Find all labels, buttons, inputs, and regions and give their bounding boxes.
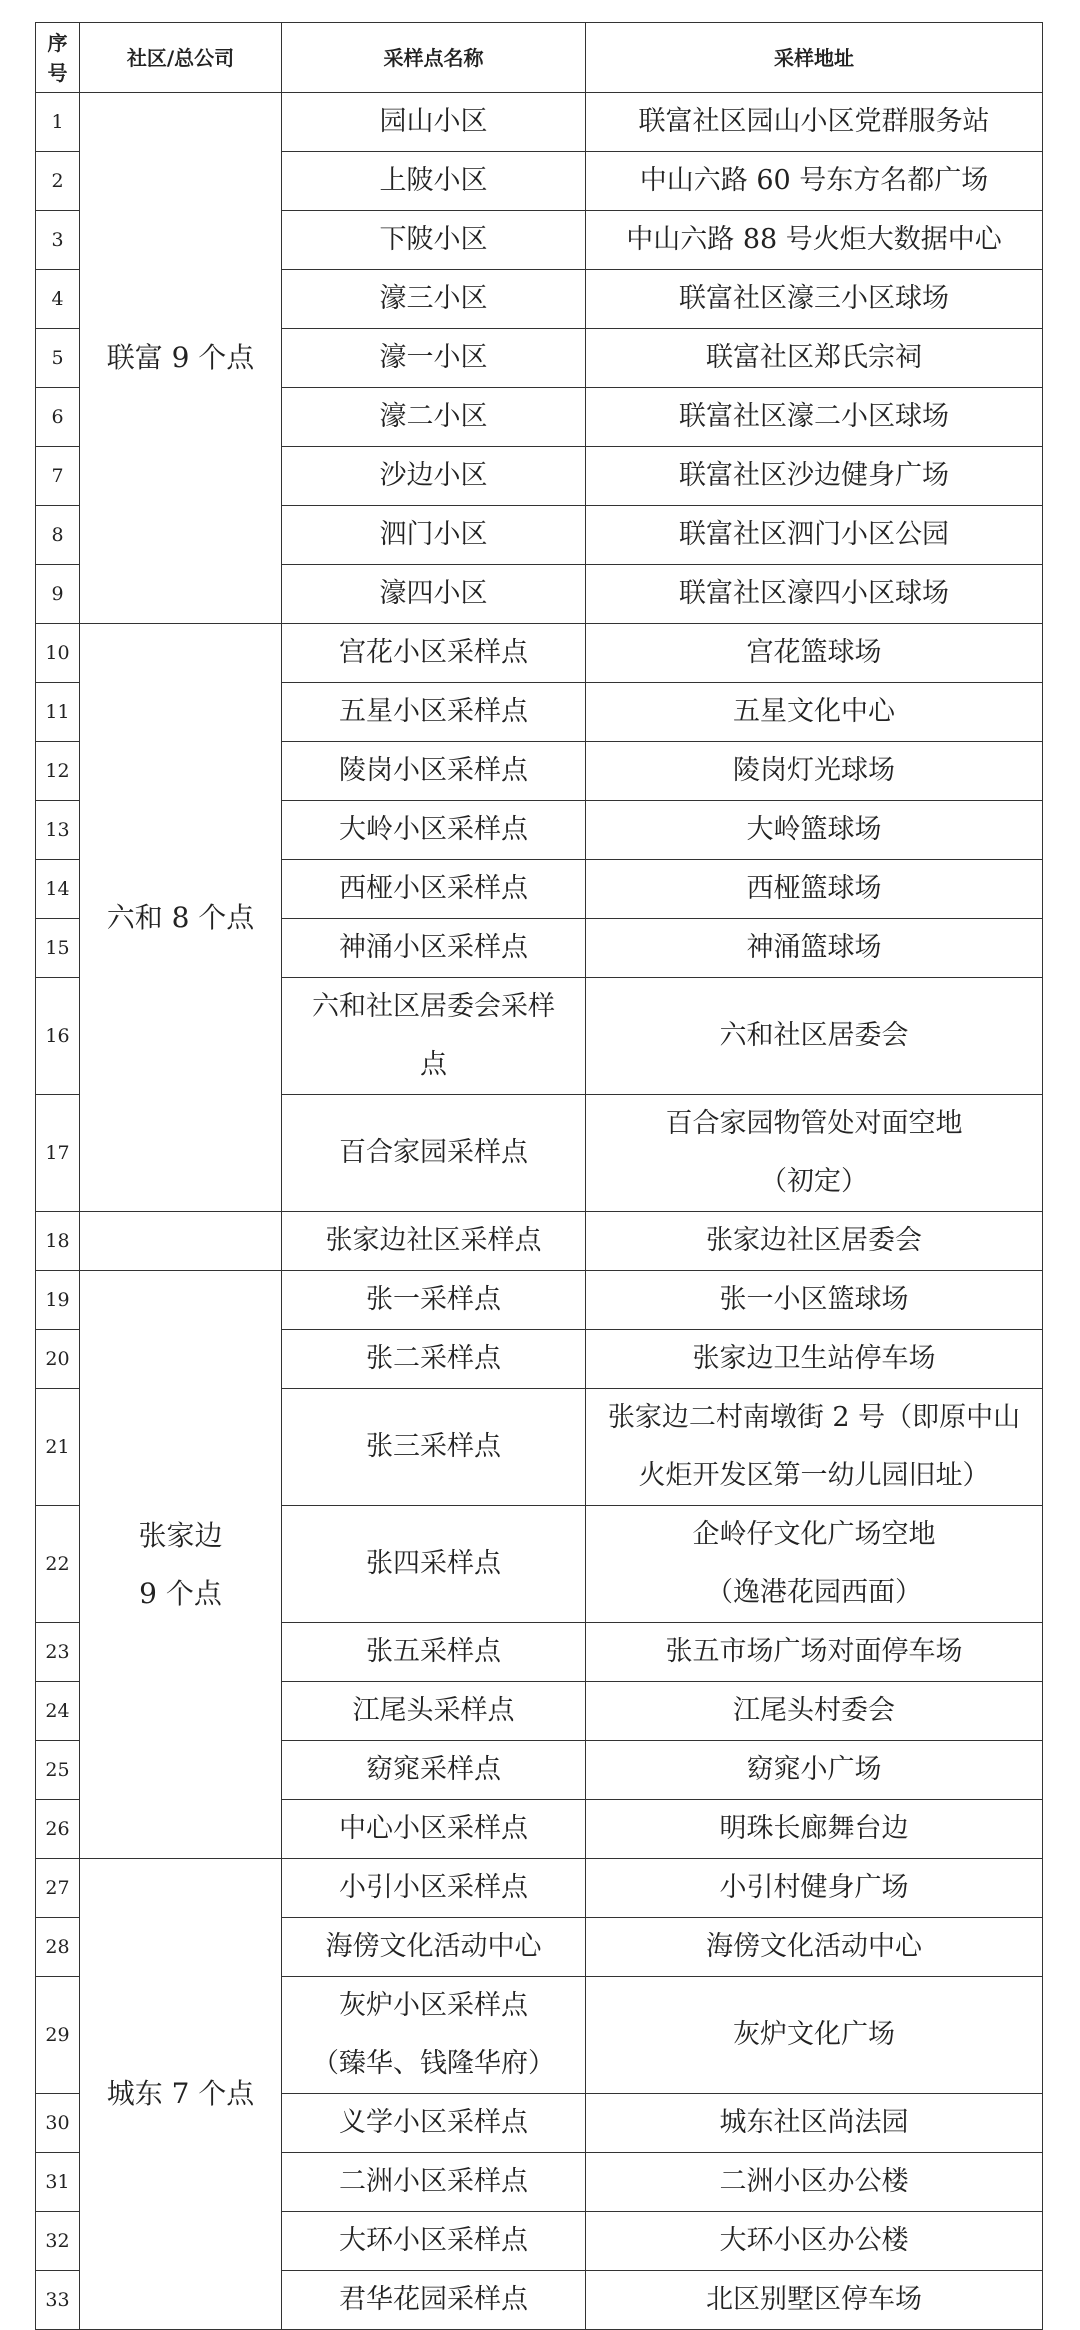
site-address-cell: 北区别墅区停车场	[586, 2271, 1043, 2330]
row-number: 22	[36, 1506, 80, 1623]
site-name-cell: 窈窕采样点	[282, 1741, 586, 1800]
site-name-cell: 小引小区采样点	[282, 1859, 586, 1918]
row-number: 30	[36, 2094, 80, 2153]
row-number: 5	[36, 329, 80, 388]
site-address-cell: 小引村健身广场	[586, 1859, 1043, 1918]
site-address-cell: 百合家园物管处对面空地 （初定）	[586, 1095, 1043, 1212]
row-number: 11	[36, 683, 80, 742]
header-site-name: 采样点名称	[282, 23, 586, 93]
site-address-cell: 窈窕小广场	[586, 1741, 1043, 1800]
row-number: 10	[36, 624, 80, 683]
site-name-cell: 濠一小区	[282, 329, 586, 388]
site-name-cell: 百合家园采样点	[282, 1095, 586, 1212]
site-address-cell: 中山六路 60 号东方名都广场	[586, 152, 1043, 211]
row-number: 20	[36, 1330, 80, 1389]
table-row	[36, 1271, 1043, 1330]
row-number: 2	[36, 152, 80, 211]
site-name-cell: 张五采样点	[282, 1623, 586, 1682]
site-address-cell: 联富社区园山小区党群服务站	[586, 93, 1043, 152]
site-name-cell: 中心小区采样点	[282, 1800, 586, 1859]
site-name-cell: 二洲小区采样点	[282, 2153, 586, 2212]
site-name-cell: 上陂小区	[282, 152, 586, 211]
table-row	[36, 93, 1043, 152]
row-number: 13	[36, 801, 80, 860]
site-address-cell: 张家边二村南墩街 2 号（即原中山 火炬开发区第一幼儿园旧址）	[586, 1389, 1043, 1506]
site-address-cell: 二洲小区办公楼	[586, 2153, 1043, 2212]
site-address-cell: 大岭篮球场	[586, 801, 1043, 860]
row-number: 24	[36, 1682, 80, 1741]
table-row	[36, 1859, 1043, 1918]
row-number: 12	[36, 742, 80, 801]
site-address-cell: 海傍文化活动中心	[586, 1918, 1043, 1977]
site-address-cell: 张五市场广场对面停车场	[586, 1623, 1043, 1682]
site-address-cell: 张家边卫生站停车场	[586, 1330, 1043, 1389]
site-address-cell: 江尾头村委会	[586, 1682, 1043, 1741]
site-address-cell: 中山六路 88 号火炬大数据中心	[586, 211, 1043, 270]
header-site-address: 采样地址	[586, 23, 1043, 93]
site-address-cell: 西桠篮球场	[586, 860, 1043, 919]
table-row	[36, 624, 1043, 683]
site-name-cell: 宫花小区采样点	[282, 624, 586, 683]
row-number: 9	[36, 565, 80, 624]
site-name-cell: 陵岗小区采样点	[282, 742, 586, 801]
site-name-cell: 大岭小区采样点	[282, 801, 586, 860]
site-address-cell: 联富社区泗门小区公园	[586, 506, 1043, 565]
row-number: 18	[36, 1212, 80, 1271]
site-address-cell: 联富社区濠二小区球场	[586, 388, 1043, 447]
site-name-cell: 大环小区采样点	[282, 2212, 586, 2271]
row-number: 8	[36, 506, 80, 565]
site-address-cell: 灰炉文化广场	[586, 1977, 1043, 2094]
row-number: 1	[36, 93, 80, 152]
row-number: 19	[36, 1271, 80, 1330]
site-address-cell: 城东社区尚法园	[586, 2094, 1043, 2153]
table-row	[36, 1212, 1043, 1271]
row-number: 23	[36, 1623, 80, 1682]
site-name-cell: 濠二小区	[282, 388, 586, 447]
table-header-row	[36, 23, 1043, 93]
header-community: 社区/总公司	[80, 23, 282, 93]
site-address-cell: 神涌篮球场	[586, 919, 1043, 978]
site-address-cell: 明珠长廊舞台边	[586, 1800, 1043, 1859]
community-cell: 联富 9 个点	[80, 93, 282, 624]
community-cell-empty	[80, 1212, 282, 1271]
row-number: 29	[36, 1977, 80, 2094]
site-address-cell: 宫花篮球场	[586, 624, 1043, 683]
site-name-cell: 义学小区采样点	[282, 2094, 586, 2153]
row-number: 16	[36, 978, 80, 1095]
row-number: 26	[36, 1800, 80, 1859]
site-name-cell: 泗门小区	[282, 506, 586, 565]
site-address-cell: 联富社区郑氏宗祠	[586, 329, 1043, 388]
site-name-cell: 江尾头采样点	[282, 1682, 586, 1741]
row-number: 6	[36, 388, 80, 447]
site-name-cell: 海傍文化活动中心	[282, 1918, 586, 1977]
site-name-cell: 六和社区居委会采样 点	[282, 978, 586, 1095]
row-number: 14	[36, 860, 80, 919]
row-number: 32	[36, 2212, 80, 2271]
site-address-cell: 企岭仔文化广场空地 （逸港花园西面）	[586, 1506, 1043, 1623]
community-cell: 六和 8 个点	[80, 624, 282, 1212]
row-number: 27	[36, 1859, 80, 1918]
site-name-cell: 张四采样点	[282, 1506, 586, 1623]
site-name-cell: 张家边社区采样点	[282, 1212, 586, 1271]
site-name-cell: 张一采样点	[282, 1271, 586, 1330]
site-address-cell: 大环小区办公楼	[586, 2212, 1043, 2271]
site-address-cell: 陵岗灯光球场	[586, 742, 1043, 801]
row-number: 28	[36, 1918, 80, 1977]
site-name-cell: 君华花园采样点	[282, 2271, 586, 2330]
row-number: 21	[36, 1389, 80, 1506]
row-number: 25	[36, 1741, 80, 1800]
header-seq: 序 号	[36, 23, 80, 93]
site-address-cell: 联富社区濠三小区球场	[586, 270, 1043, 329]
row-number: 33	[36, 2271, 80, 2330]
site-name-cell: 沙边小区	[282, 447, 586, 506]
site-address-cell: 张家边社区居委会	[586, 1212, 1043, 1271]
site-name-cell: 下陂小区	[282, 211, 586, 270]
site-name-cell: 濠四小区	[282, 565, 586, 624]
row-number: 15	[36, 919, 80, 978]
site-address-cell: 张一小区篮球场	[586, 1271, 1043, 1330]
row-number: 31	[36, 2153, 80, 2212]
site-name-cell: 五星小区采样点	[282, 683, 586, 742]
site-name-cell: 灰炉小区采样点 （臻华、钱隆华府）	[282, 1977, 586, 2094]
site-name-cell: 神涌小区采样点	[282, 919, 586, 978]
site-name-cell: 张三采样点	[282, 1389, 586, 1506]
site-name-cell: 濠三小区	[282, 270, 586, 329]
row-number: 17	[36, 1095, 80, 1212]
site-address-cell: 六和社区居委会	[586, 978, 1043, 1095]
community-cell: 城东 7 个点	[80, 1859, 282, 2330]
community-cell: 张家边 9 个点	[80, 1271, 282, 1859]
site-address-cell: 五星文化中心	[586, 683, 1043, 742]
site-name-cell: 园山小区	[282, 93, 586, 152]
sampling-sites-table	[35, 22, 1043, 2330]
row-number: 4	[36, 270, 80, 329]
site-name-cell: 张二采样点	[282, 1330, 586, 1389]
site-address-cell: 联富社区沙边健身广场	[586, 447, 1043, 506]
row-number: 7	[36, 447, 80, 506]
row-number: 3	[36, 211, 80, 270]
site-name-cell: 西桠小区采样点	[282, 860, 586, 919]
site-address-cell: 联富社区濠四小区球场	[586, 565, 1043, 624]
